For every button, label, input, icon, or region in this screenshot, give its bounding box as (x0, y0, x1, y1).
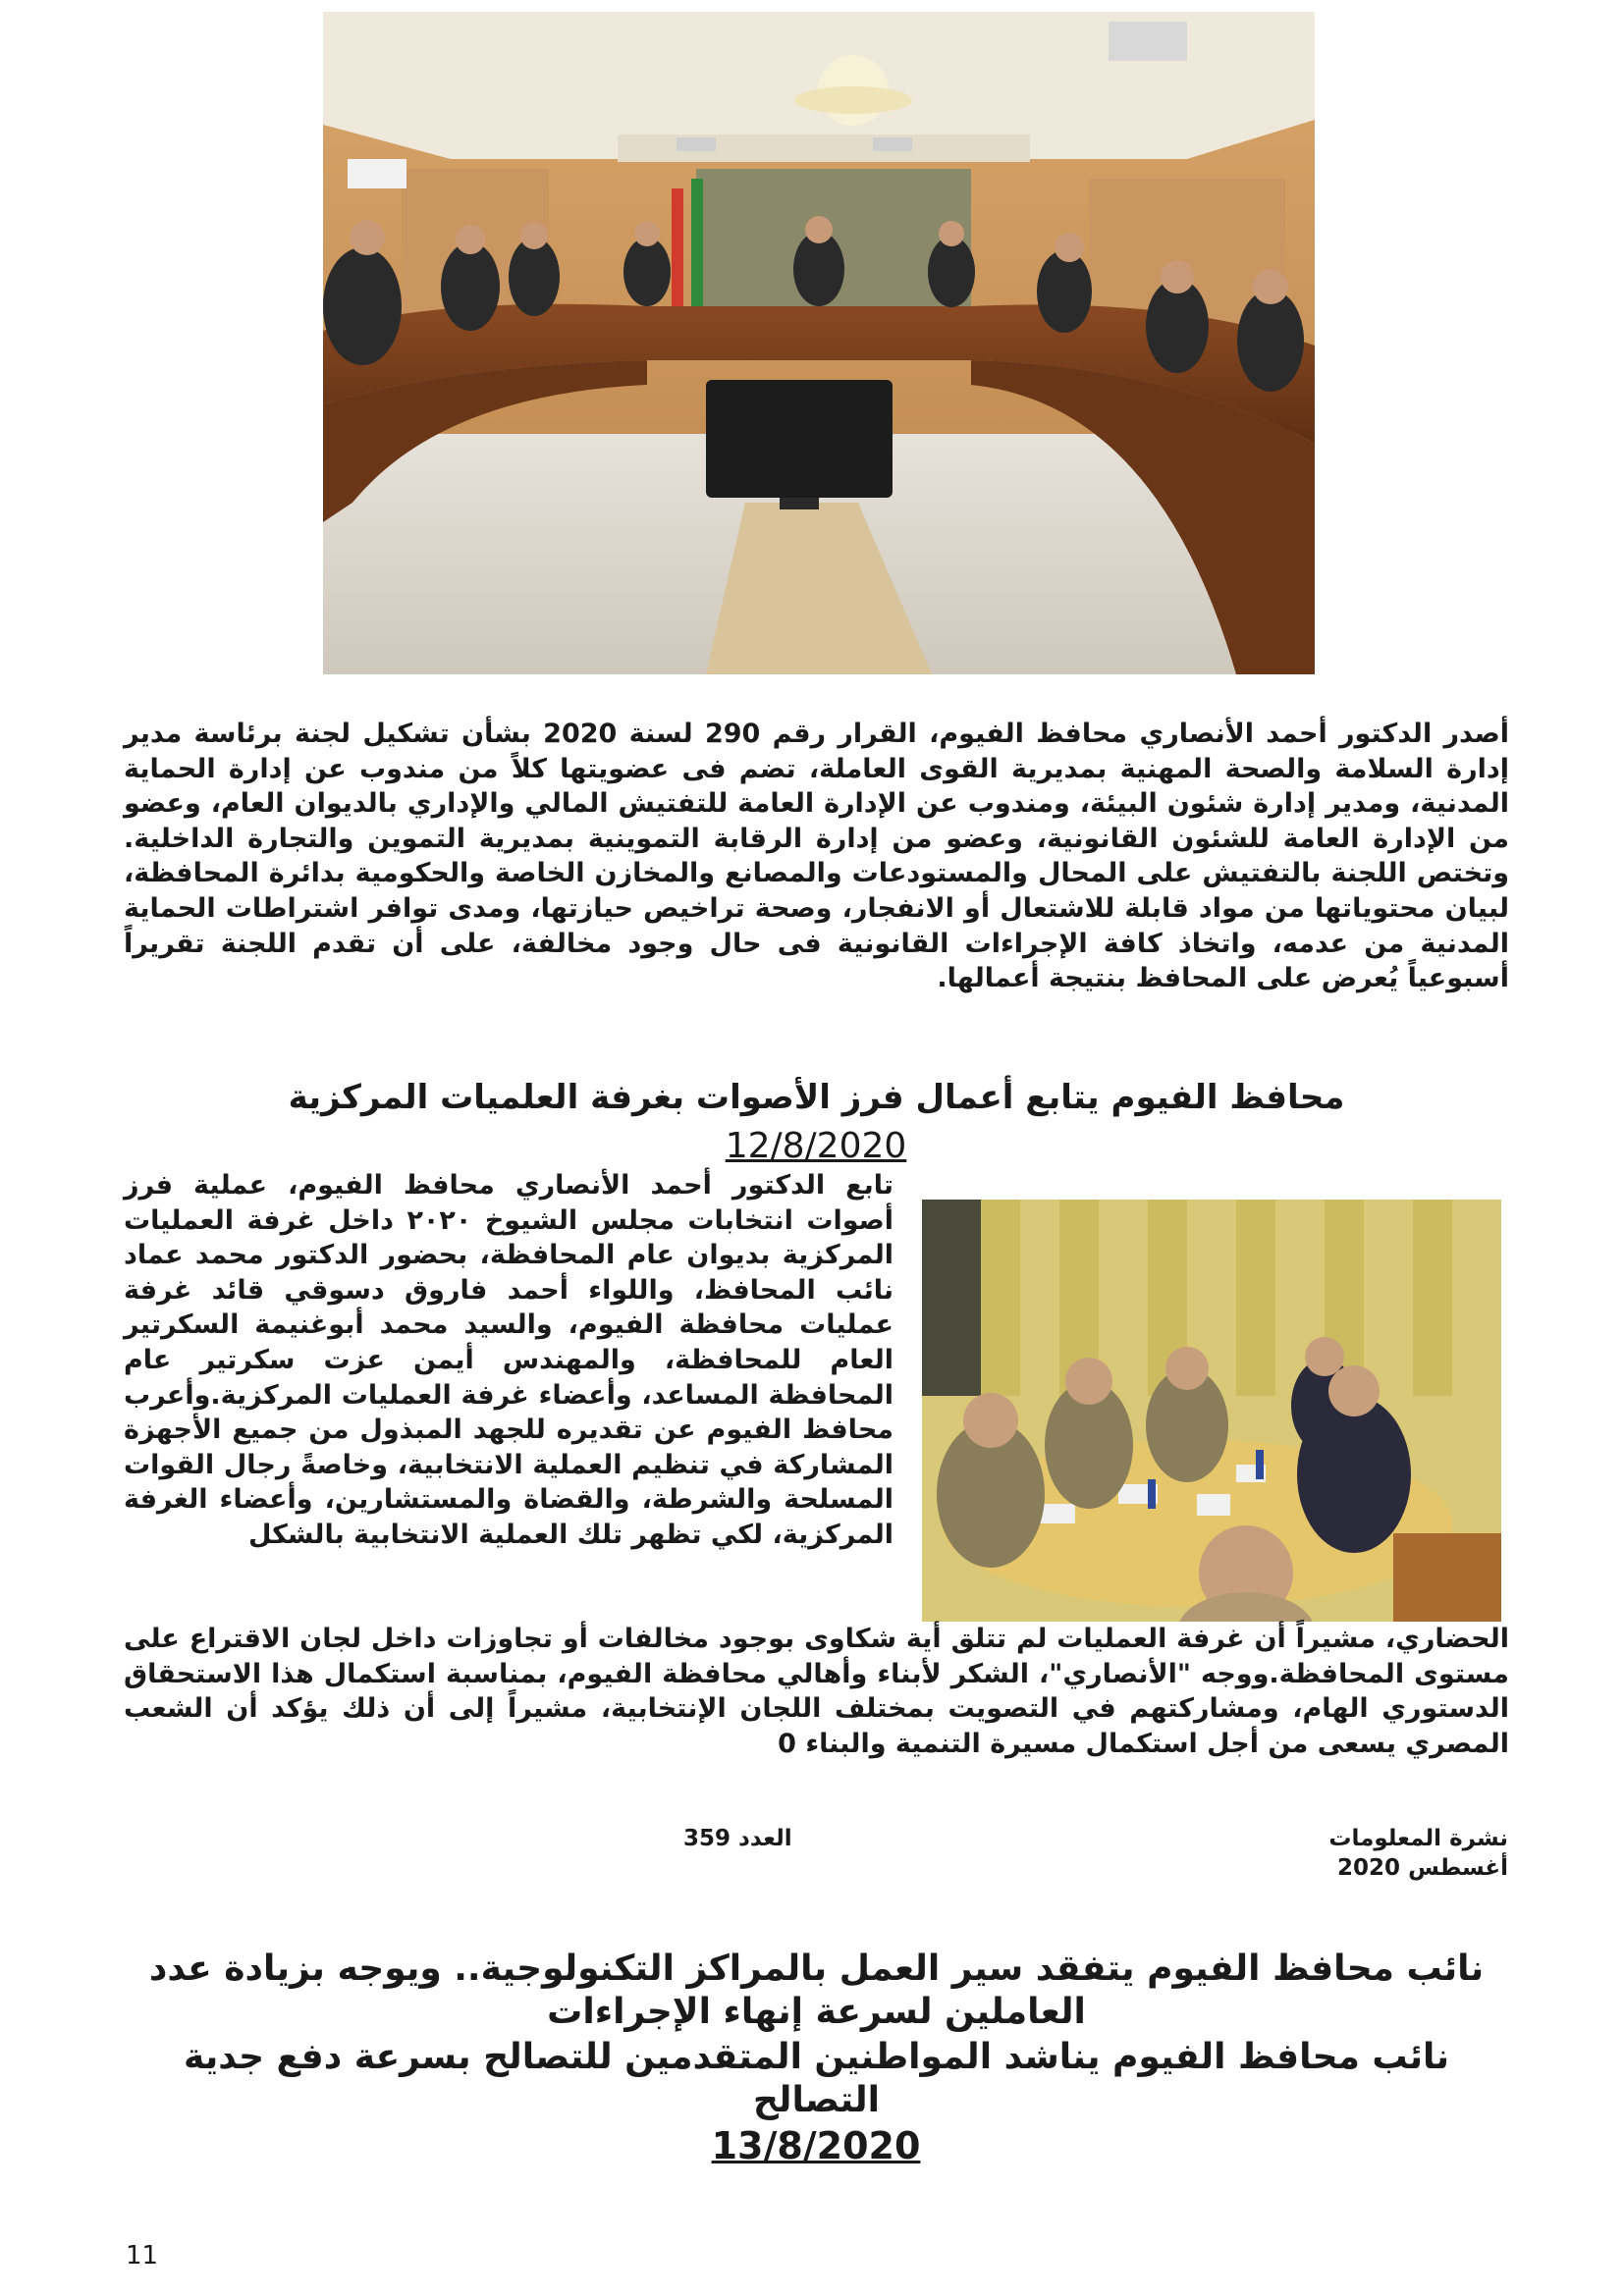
article3-date: 13/8/2020 (711, 2124, 921, 2167)
headline-reconciliation: نائب محافظ الفيوم يناشد المواطنين المتقدمين للتصالح بسرعة دفع جدية التصالح (183, 2037, 1450, 2120)
headline-technology-centers: نائب محافظ الفيوم يتفقد سير العمل بالمراكز التكنولوجية.. ويوجه بزيادة عدد العاملين لسرعة إنهاء الإجراءات (148, 1949, 1485, 2032)
article-body: أصدر الدكتور أحمد الأنصاري محافظ الفيوم، القرار رقم 290 لسنة 2020 بشأن تشكيل لجنة برئاسة مدير إدارة السلامة والصحة المهنية بمديرية القوى العاملة، تضم فى عضويتها كلاً من مندوب عن إدارة الحماية المدنية، ومدير إدارة شئون البيئة، ومندوب عن الإدارة العامة للتفتيش المالي والإداري بالديوان العام، وعضو من الإدارة العامة للشئون القانونية، وعضو من إدارة الرقابة التموينية بمديرية التموين والتجارة الداخلية. وتختص اللجنة بالتفتيش على المحال والمستودعات والمصانع والمخازن الخاصة والحكومية بدائرة المحافظة، لبيان محتوياتها من مواد قابلة للاشتعال أو الانفجار، وصحة تراخيص حيازتها، ومدى توافر اشتراطات الحماية المدنية من عدمه، واتخاذ كافة الإجراءات القانونية فى حال وجود مخالفة، على أن تقدم اللجنة تقريراً أسبوعياً يُعرض على المحافظ بنتيجة أعمالها. (124, 719, 1509, 994)
page-number: 11 (126, 2241, 159, 2270)
article-date: 12/8/2020 (725, 1126, 907, 1166)
article-body-side: تابع الدكتور أحمد الأنصاري محافظ الفيوم، عملية فرز أصوات انتخابات مجلس الشيوخ ٢٠٢٠ داخل غرفة العمليات المركزية بديوان عام المحافظة، بحضور الدكتور محمد عماد نائب المحافظ، واللواء أحمد فاروق دسوقي قائد غرفة عمليات محافظة الفيوم، والسيد محمد أبوغنيمة السكرتير العام للمحافظة، والمهندس أيمن عزت سكرتير عام المحافظة المساعد، وأعضاء غرفة العمليات المركزية.وأعرب محافظ الفيوم عن تقديره للجهد المبذول من جميع الأجهزة المشاركة في تنظيم العملية الانتخابية، وخاصةً رجال القوات المسلحة والشرطة، والقضاة والمستشارين، وأعضاء الغرفة المركزية، لكي تظهر تلك العملية الانتخابية بالشكل (124, 1170, 893, 1550)
operations-room-photo (922, 1200, 1501, 1622)
bulletin-name: نشرة المعلومات (1328, 1826, 1508, 1851)
article-body-full: الحضاري، مشيراً أن غرفة العمليات لم تتلق أية شكاوى بوجود مخالفات أو تجاوزات داخل لجان الاقتراع على مستوى المحافظة.ووجه "الأنصاري"، الشكر لأبناء وأهالي محافظة الفيوم، بمناسبة استكمال هذا الاستحقاق الدستوري الهام، ومشاركتهم في التصويت بمختلف اللجان الإنتخابية، مشيراً إلى أن ذلك يؤكد أن الشعب المصري يسعى من أجل استكمال مسيرة التنمية والبناء 0 (124, 1624, 1509, 1759)
bulletin-month: أغسطس 2020 (1337, 1855, 1508, 1881)
meeting-room-photo (323, 12, 1315, 674)
bulletin-label (1328, 1824, 1508, 1883)
article-title: محافظ الفيوم يتابع أعمال فرز الأصوات بغرفة العلميات المركزية (288, 1078, 1345, 1117)
issue-number: العدد 359 (683, 1826, 792, 1851)
